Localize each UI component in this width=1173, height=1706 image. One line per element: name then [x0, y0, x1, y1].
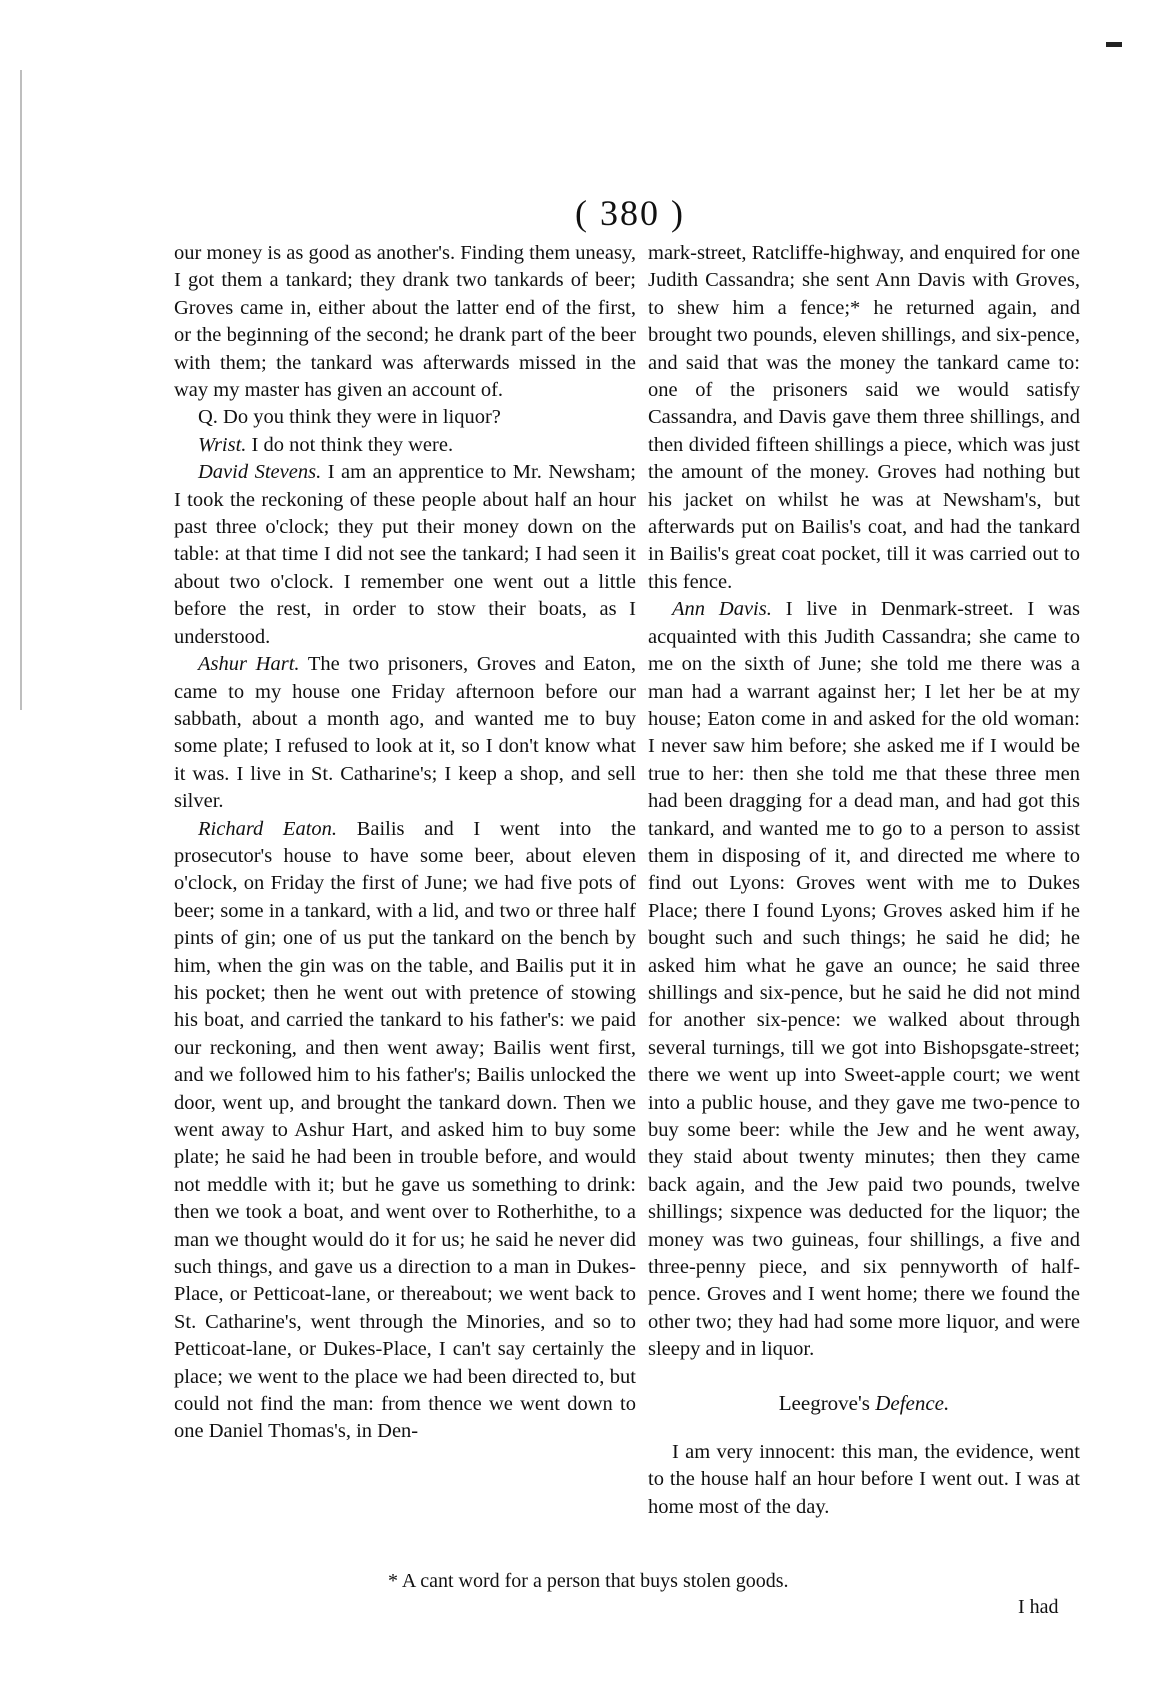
paragraph: [174, 459, 636, 651]
defence-heading-name: Leegrove's: [778, 1390, 870, 1415]
paragraph: [648, 240, 1080, 596]
paragraph-text: Bailis and I went into the prosecutor's house to have some beer, about eleven o'clock, on Friday the first of June; we had five pots of beer; some in a tankard, with a lid, and two or three half pints of gin; one of us put the tankard on the bench by him, when the gin was on the table, and Bailis put it in his pocket; then he went out with pretence of stowing his boat, and carried the tankard to his father's: we paid our reckoning, and then went away; Bailis went first, and we followed him to his father's; Bailis unlocked the door, went up, and brought the tankard down. Then we went away to Ashur Hart, and asked him to buy some plate; he said he had been in trouble before, and would not meddle with it; but he gave us something to drink: then we took a boat, and went over to Rotherhithe, to a man we thought would do it for us; he said he never did such things, and gave us a direction to a man in Dukes-Place, or Petticoat-lane, or thereabout; we went back to St. Catharine's, went through the Minories, and so to Petticoat-lane, or Dukes-Place, I can't say certainly the place; we went to the place we had been directed to, but could not find the man: from thence we went down to one Daniel Thomas's, in Den-: [174, 817, 636, 1443]
speaker-name: Ann Davis.: [672, 598, 772, 621]
paragraph: [174, 816, 636, 1446]
catchword: I had: [1018, 1596, 1059, 1618]
ink-mark: [1106, 42, 1122, 47]
speaker-name: Ashur Hart.: [198, 653, 300, 676]
page-number: ( 380 ): [575, 193, 685, 233]
defence-text: I am very innocent: this man, the evidence, went to the house half an hour before I went out. I was at home most of the day.: [648, 1441, 1080, 1518]
margin-rule: [20, 70, 22, 710]
paragraph: [174, 651, 636, 815]
speaker-name: Wrist.: [198, 433, 247, 456]
paragraph-text: mark-street, Ratcliffe-highway, and enquired for one Judith Cassandra; she sent Ann Davis with Groves, to shew him a fence;* he returned again, and brought two pounds, eleven shillings, and six-pence, and said that was the money the tankard came to: one of the prisoners said we would satisfy Cassandra, and Davis gave them three shillings, and then divided fifteen shillings a piece, which was just the amount of the money. Groves had nothing but his jacket on whilst he was at Newsham's, but afterwards put on Bailis's coat, and had the tankard in Bailis's great coat pocket, till it was carried out to this fence.: [648, 242, 1080, 593]
left-column: [174, 240, 636, 1446]
right-column: [648, 240, 1080, 1521]
paragraph-text: I am an apprentice to Mr. Newsham; I took the reckoning of these people about half an hour past three o'clock; they put their money down on the table: at that time I did not see the tankard; I had seen it about two o'clock. I remember one went out a little before the rest, in order to stow their boats, as I understood.: [174, 461, 636, 648]
footnote: * A cant word for a person that buys stolen goods.: [388, 1570, 789, 1592]
defence-heading-label: Defence.: [875, 1390, 950, 1415]
speaker-name: David Stevens.: [198, 461, 322, 484]
paragraph: [174, 404, 636, 431]
paragraph: [648, 596, 1080, 1363]
defence-heading: [648, 1390, 1080, 1417]
paragraph: [174, 240, 636, 404]
speaker-name: Richard Eaton.: [198, 817, 338, 840]
paragraph: [174, 432, 636, 459]
paragraph-text: I live in Denmark-street. I was acquainted with this Judith Cassandra; she came to me on the sixth of June; she told me there was a man had a warrant against her; I let her be at my house; Eaton come in and asked for the old woman: I never saw him before; she asked me if I would be true to her: then she told me that these three men had been dragging for a dead man, and had got this tankard, and wanted me to go to a person to assist them in disposing of it, and directed me where to find out Lyons: Groves went with me to Dukes Place; there I found Lyons; Groves asked him if he bought such and such things; he said he did; he asked him what he gave an ounce; he said three shillings and six-pence, but he said he did not mind for another six-pence: we walked about through several turnings, till we got into Bishopsgate-street; there we went up into Sweet-apple court; we went into a public house, and they gave me two-pence to buy some beer: while the Jew and he went away, they staid about twenty minutes; then they came back again, and the Jew paid two pounds, twelve shillings; sixpence was deducted for the liquor; the money was two guineas, four shillings, a five and three-penny piece, and six pennyworth of half-pence. Groves and I went home; there we found the other two; they had had some more liquor, and were sleepy and in liquor.: [648, 598, 1080, 1361]
paragraph-text: our money is as good as another's. Finding them uneasy, I got them a tankard; they drank two tankards of beer; Groves came in, either about the latter end of the first, or the beginning of the second; he drank part of the beer with them; the tankard was afterwards missed in the way my master has given an account of.: [174, 242, 636, 402]
paragraph-text: I do not think they were.: [251, 433, 454, 456]
paragraph-text: Q. Do you think they were in liquor?: [198, 406, 501, 429]
paragraph-text: The two prisoners, Groves and Eaton, came to my house one Friday afternoon before our sabbath, about a month ago, and wanted me to buy some plate; I refused to look at it, so I don't know what it was. I live in St. Catharine's; I keep a shop, and sell silver.: [174, 653, 636, 813]
